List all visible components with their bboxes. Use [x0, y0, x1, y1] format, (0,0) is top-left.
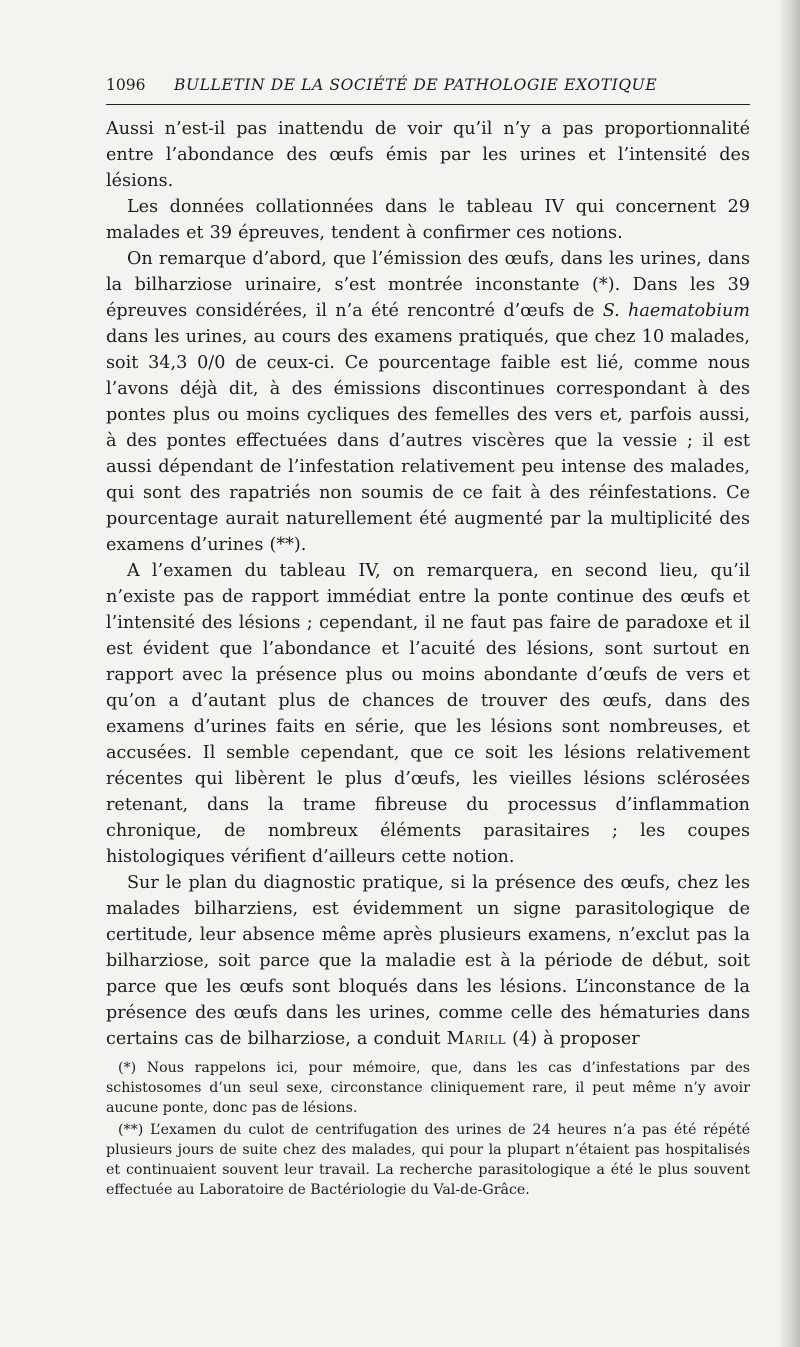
paragraph [106, 870, 750, 1052]
running-title: BULLETIN DE LA SOCIÉTÉ DE PATHOLOGIE EXOTIQUE [174, 76, 658, 94]
paragraph-text: On remarque d’abord, que l’émission des œufs, dans les urines, dans la bilharziose urinaire, s’est montrée inconstante (*). Dans les 39 épreuves considérées, il n’a été rencontré d’œufs de [106, 249, 750, 321]
footnote: (*) Nous rappelons ici, pour mémoire, que, dans les cas d’infestations par des schistosomes d’un seul sexe, circonstance cliniquement rare, il peut même n’y avoir aucune ponte, donc pas de lésions. [106, 1060, 750, 1116]
paragraph [106, 246, 750, 558]
page-number: 1096 [106, 76, 146, 94]
author-name: Marill [446, 1029, 507, 1049]
paragraph-text: (4) à proposer [506, 1029, 640, 1049]
book-spine-shadow [778, 0, 800, 1347]
paragraph: Les données collationnées dans le tableau IV qui concernent 29 malades et 39 épreuves, tendent à confirmer ces notions. [106, 197, 750, 243]
paragraph-text: dans les urines, au cours des examens pratiqués, que chez 10 malades, soit 34,3 0/0 de ceux-ci. Ce pourcentage faible est lié, comme nous l’avons déjà dit, à des émissions discontinues correspondant à des pontes plus ou moins cycliques des femelles des vers et, parfois aussi, à des pontes effectuées dans d’autres viscères que la vessie ; il est aussi dépendant de l’infestation relativement peu intense des malades, qui sont des rapatriés non soumis de ce fait à des réinfestations. Ce pourcentage aurait naturellement été augmenté par la multiplicité des examens d’urines (**). [106, 327, 750, 555]
body-text [106, 116, 750, 1052]
footnote: (**) L’examen du culot de centrifugation des urines de 24 heures n’a pas été répété plusieurs jours de suite chez des malades, qui pour la plupart n’étaient pas hospitalisés et continuaient souvent leur travail. La recherche parasitologique a été le plus souvent effectuée au Laboratoire de Bactériologie du Val-de-Grâce. [106, 1122, 750, 1198]
footnotes [106, 1058, 750, 1200]
species-name: S. haematobium [602, 301, 750, 321]
header-rule [106, 104, 750, 105]
paragraph: A l’examen du tableau IV, on remarquera, en second lieu, qu’il n’existe pas de rapport immédiat entre la ponte continue des œufs et l’intensité des lésions ; cependant, il ne faut pas faire de paradoxe et il est évident que l’abondance et l’acuité des lésions, sont surtout en rapport avec la présence plus ou moins abondante d’œufs de vers et qu’on a d’autant plus de chances de trouver des œufs, dans des examens d’urines faits en série, que les lésions sont nombreuses, et accusées. Il semble cependant, que ce soit les lésions relativement récentes qui libèrent le plus d’œufs, les vieilles lésions sclérosées retenant, dans la trame fibreuse du processus d’inflammation chronique, de nombreux éléments parasitaires ; les coupes histologiques vérifient d’ailleurs cette notion. [106, 561, 750, 867]
page-header [106, 74, 750, 98]
paragraph: Aussi n’est-il pas inattendu de voir qu’il n’y a pas proportionnalité entre l’abondance des œufs émis par les urines et l’intensité des lésions. [106, 119, 750, 191]
paragraph-text: Sur le plan du diagnostic pratique, si la présence des œufs, chez les malades bilharziens, est évidemment un signe parasitologique de certitude, leur absence même après plusieurs examens, n’exclut pas la bilharziose, soit parce que la maladie est à la période de début, soit parce que les œufs sont bloqués dans les lésions. L’inconstance de la présence des œufs dans les urines, comme celle des hématuries dans certains cas de bilharziose, a conduit [106, 873, 750, 1049]
